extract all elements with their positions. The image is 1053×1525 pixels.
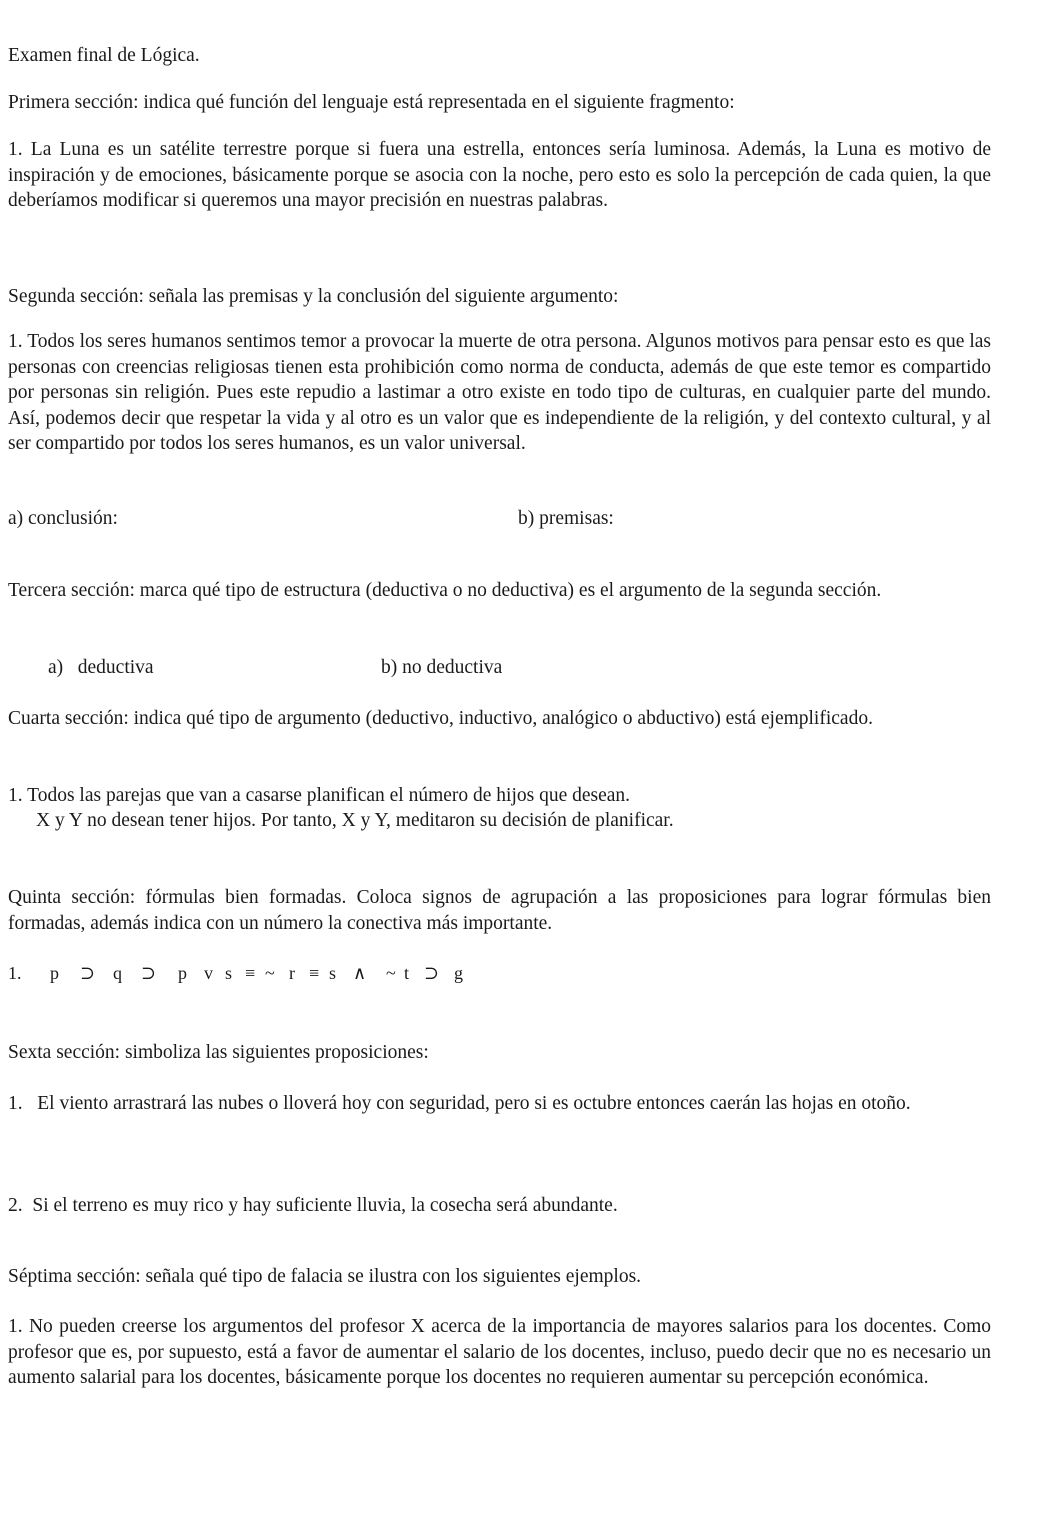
section6-heading: Sexta sección: simboliza las siguientes proposiciones: (8, 1042, 429, 1063)
formula-token: ~ (386, 963, 396, 983)
section6-item2: 2. Si el terreno es muy rico y hay suficiente lluvia, la cosecha será abundante. (8, 1195, 618, 1216)
section1-item1: 1. La Luna es un satélite terrestre porque si fuera una estrella, entonces sería luminosa. Además, la Luna es motivo de inspiración y de emociones, básicamente porque se asocia con la noche, pero esto es solo la percepción de cada quien, la que deberíamos modificar si queremos una mayor precisión en nuestras palabras. (8, 139, 991, 211)
formula-token: g (454, 963, 463, 983)
formula-token: ⊃ (80, 963, 96, 983)
section4-item1-line1: 1. Todos las parejas que van a casarse planifican el número de hijos que desean. (8, 785, 631, 806)
formula-token: s (225, 963, 233, 983)
formula-tokens (50, 961, 474, 987)
exam-document (8, 0, 991, 1525)
section2-heading: Segunda sección: señala las premisas y la conclusión del siguiente argumento: (8, 286, 619, 307)
formula-token: q (113, 963, 122, 983)
section5-heading: Quinta sección: fórmulas bien formadas. Coloca signos de agrupación a las proposiciones para lograr fórmulas bien formadas, además indica con un número la conectiva más importante. (8, 887, 991, 934)
formula-token: p (50, 963, 59, 983)
section3-heading: Tercera sección: marca qué tipo de estructura (deductiva o no deductiva) es el argumento de la segunda sección. (8, 580, 882, 601)
formula-token: s (329, 963, 337, 983)
section5-formula (8, 961, 474, 987)
section2-option-conclusion: a) conclusión: (8, 508, 118, 529)
section4-item1-line2: X y Y no desean tener hijos. Por tanto, X y Y, meditaron su decisión de planificar. (36, 810, 674, 831)
section4-heading: Cuarta sección: indica qué tipo de argumento (deductivo, inductivo, analógico o abductivo) está ejemplificado. (8, 708, 873, 729)
section2-item1: 1. Todos los seres humanos sentimos temor a provocar la muerte de otra persona. Algunos motivos para pensar esto es que las personas con creencias religiosas tienen esta prohibición como norma de conducta, además de que este temor es compartido por personas sin religión. Pues este repudio a lastimar a otro existe en todo tipo de culturas, en cualquier parte del mundo. Así, podemos decir que respetar la vida y al otro es un valor que es independiente de la religión, y del contexto cultural, y al ser compartido por todos los seres humanos, es un valor universal. (8, 331, 991, 454)
section6-item1: 1. El viento arrastrará las nubes o lloverá hoy con seguridad, pero si es octubre entonces caerán las hojas en otoño. (8, 1093, 911, 1114)
formula-token: r (289, 963, 295, 983)
section2-option-premises: b) premisas: (518, 508, 614, 529)
section3-option-deductive: a) deductiva (48, 657, 154, 678)
section7-item1: 1. No pueden creerse los argumentos del profesor X acerca de la importancia de mayores salarios para los docentes. Como profesor que es, por supuesto, está a favor de aumentar el salario de los docentes, incluso, puedo decir que no es necesario un aumento salarial para los docentes, básicamente porque los docentes no requieren aumentar su percepción económica. (8, 1316, 991, 1388)
section7-heading: Séptima sección: señala qué tipo de falacia se ilustra con los siguientes ejemplos. (8, 1266, 642, 1287)
formula-token: ≡ (245, 963, 256, 983)
section1-heading: Primera sección: indica qué función del lenguaje está representada en el siguiente fragmento: (8, 92, 735, 113)
formula-token: ⊃ (424, 963, 440, 983)
formula-token: ∧ (353, 963, 367, 983)
section3-option-nondeductive: b) no deductiva (381, 657, 503, 678)
formula-token: ⊃ (141, 963, 157, 983)
formula-token: v (204, 963, 213, 983)
exam-title: Examen final de Lógica. (8, 45, 200, 66)
formula-token: t (404, 963, 410, 983)
formula-token: ~ (265, 963, 275, 983)
formula-token: p (178, 963, 187, 983)
formula-token: ≡ (309, 963, 320, 983)
formula-number: 1. (8, 963, 22, 983)
